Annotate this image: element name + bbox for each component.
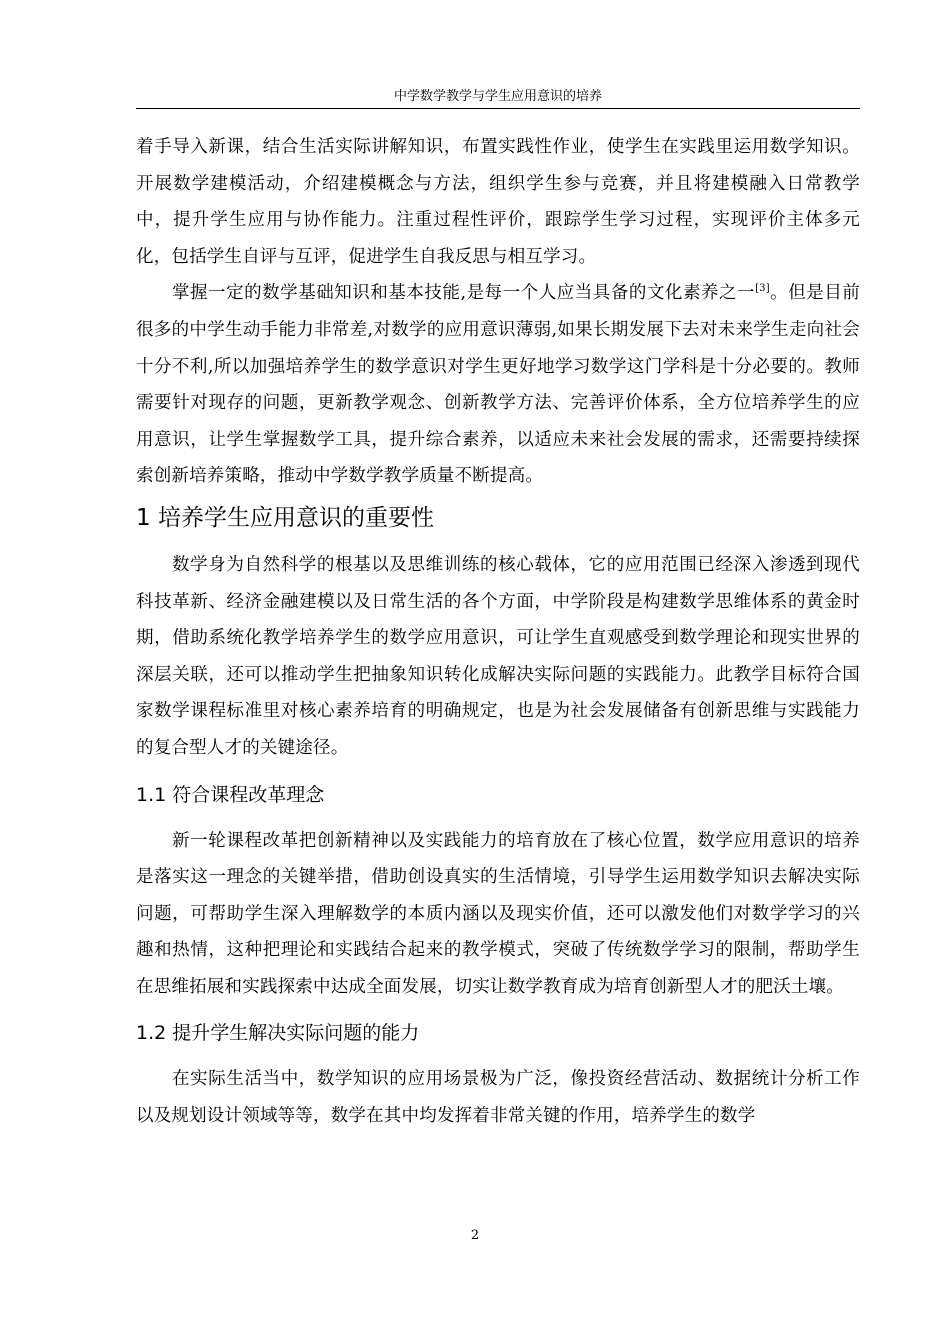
paragraph-intro (136, 275, 860, 495)
citation-reference: [3] (755, 283, 770, 295)
page-number: 2 (470, 1228, 480, 1243)
section-heading-1-1: 1.1 符合课程改革理念 (136, 783, 325, 806)
section-1-1-paragraph: 新一轮课程改革把创新精神以及实践能力的培育放在了核心位置，数学应用意识的培养是落实这一理念的关键举措，借助创设真实的生活情境，引导学生运用数学知识去解决实际问题，可帮助学生深入理解数学的本质内涵以及现实价值，还可以激发他们对数学学习的兴趣和热情，这种把理论和实践结合起来的教学模式，突破了传统数学学习的限制，帮助学生在思维拓展和实践探索中达成全面发展，切实让数学教育成为培育创新型人才的肥沃土壤。 (136, 830, 860, 997)
section-1-2-paragraph: 在实际生活当中，数学知识的应用场景极为广泛，像投资经营活动、数据统计分析工作以及规划设计领域等等，数学在其中均发挥着非常关键的作用，培养学生的数学 (136, 1069, 860, 1127)
section-1-paragraph: 数学身为自然科学的根基以及思维训练的核心载体，它的应用范围已经深入渗透到现代科技革新、经济金融建模以及日常生活的各个方面，中学阶段是构建数学思维体系的黄金时期，借助系统化教学培养学生的数学应用意识，可让学生直观感受到数学理论和现实世界的深层关联，还可以推动学生把抽象知识转化成解决实际问题的实践能力。此教学目标符合国家数学课程标准里对核心素养培育的明确规定，也是为社会发展储备有创新思维与实践能力的复合型人才的关键途径。 (136, 554, 860, 758)
paragraph-continuation: 着手导入新课，结合生活实际讲解知识，布置实践性作业，使学生在实践里运用数学知识。开展数学建模活动，介绍建模概念与方法，组织学生参与竞赛，并且将建模融入日常教学中，提升学生应用与协作能力。注重过程性评价，跟踪学生学习过程，实现评价主体多元化，包括学生自评与互评，促进学生自我反思与相互学习。 (136, 137, 860, 267)
running-header: 中学数学教学与学生应用意识的培养 (393, 89, 602, 104)
paragraph-intro-text-b: 。但是目前很多的中学生动手能力非常差,对数学的应用意识薄弱,如果长期发展下去对未来学生走向社会十分不利,所以加强培养学生的数学意识对学生更好地学习数学这门学科是十分必要的。教师需要针对现存的问题，更新教学观念、创新教学方法、完善评价体系，全方位培养学生的应用意识，让学生掌握数学工具，提升综合素养，以适应未来社会发展的需求，还需要持续探索创新培养策略，推动中学数学教学质量不断提高。 (136, 283, 860, 487)
section-heading-1: 1 培养学生应用意识的重要性 (136, 504, 434, 531)
section-heading-1-2: 1.2 提升学生解决实际问题的能力 (136, 1022, 420, 1045)
header-rule (136, 108, 860, 109)
paragraph-intro-text-a: 掌握一定的数学基础知识和基本技能,是每一个人应当具备的文化素养之一 (172, 283, 756, 304)
page-content (136, 129, 860, 1135)
